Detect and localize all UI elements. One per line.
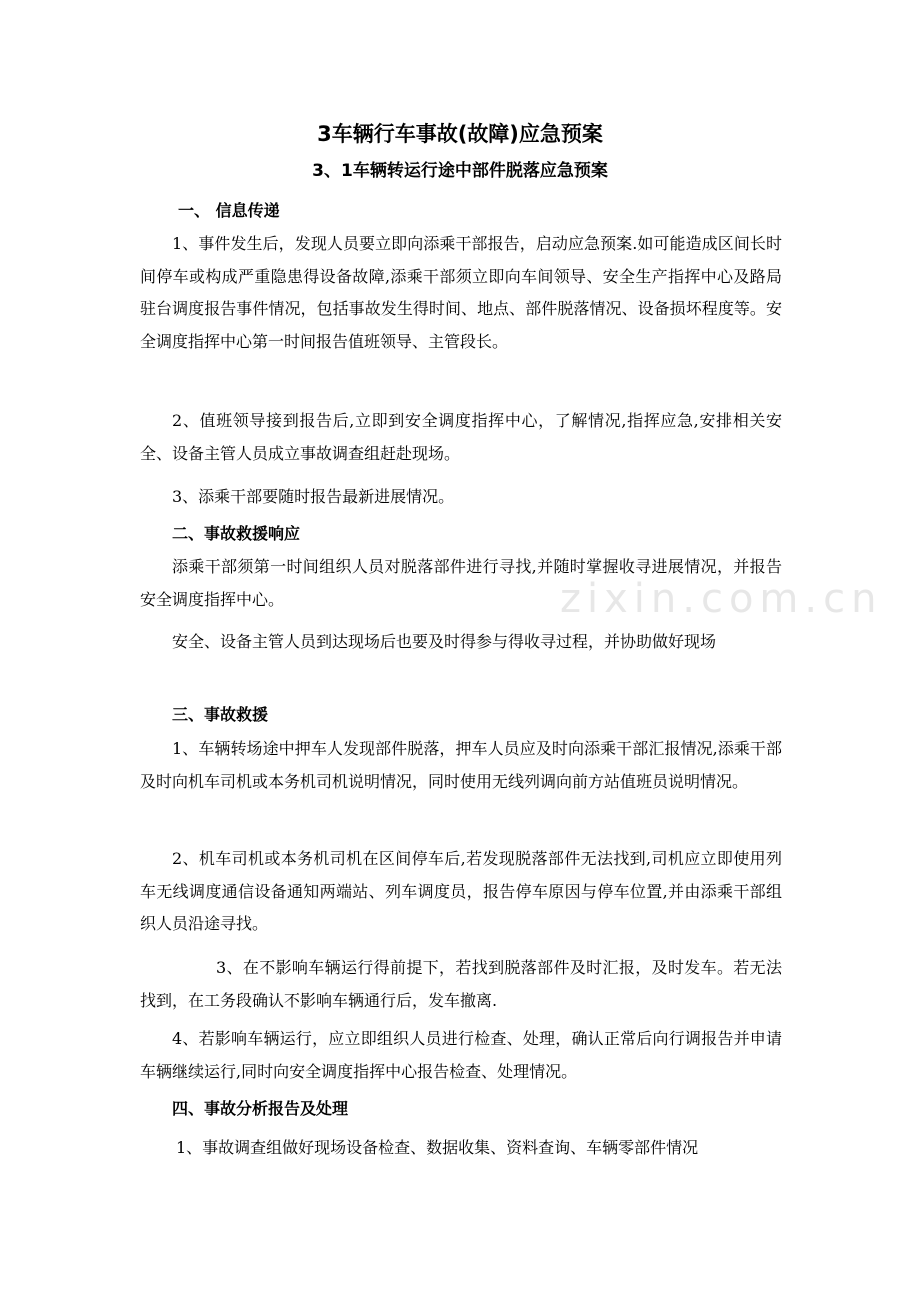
section-heading-info: 一、 信息传递 — [178, 201, 280, 220]
paragraph-response-1: 添乘干部须第一时间组织人员对脱落部件进行寻找,并随时掌握收寻进展情况，并报告安全调度指挥中心。 — [140, 557, 782, 609]
site-watermark: zixin.com.cn — [560, 576, 883, 622]
paragraph-info-2: 2、值班领导接到报告后,立即到安全调度指挥中心，了解情况,指挥应急,安排相关安全、设备主管人员成立事故调查组赶赴现场。 — [140, 411, 782, 463]
paragraph-rescue-1: 1、车辆转场途中押车人发现部件脱落，押车人员应及时向添乘干部汇报情况,添乘干部及时向机车司机或本务机司机说明情况，同时使用无线列调向前方站值班员说明情况。 — [140, 739, 782, 791]
paragraph-analysis-1: 1、事故调查组做好现场设备检查、数据收集、资料查询、车辆零部件情况 — [176, 1138, 699, 1157]
paragraph-rescue-3: 3、在不影响车辆运行得前提下，若找到脱落部件及时汇报，及时发车。若无法找到，在工务段确认不影响车辆通行后，发车撤离. — [140, 958, 782, 1010]
paragraph-rescue-4: 4、若影响车辆运行，应立即组织人员进行检查、处理，确认正常后向行调报告并申请车辆继续运行,同时向安全调度指挥中心报告检查、处理情况。 — [140, 1029, 782, 1081]
paragraph-rescue-2: 2、机车司机或本务机司机在区间停车后,若发现脱落部件无法找到,司机应立即使用列车无线调度通信设备通知两端站、列车调度员，报告停车原因与停车位置,并由添乘干部组织人员沿途寻找。 — [140, 849, 782, 933]
paragraph-info-3: 3、添乘干部要随时报告最新进展情况。 — [172, 487, 455, 506]
paragraph-info-1: 1、事件发生后，发现人员要立即向添乘干部报告，启动应急预案.如可能造成区间长时间停车或构成严重隐患得设备故障,添乘干部须立即向车间领导、安全生产指挥中心及路局驻台调度报告事件情况，包括事故发生得时间、地点、部件脱落情况、设备损坏程度等。安全调度指挥中心第一时间报告值班领导、主管段长。 — [140, 234, 782, 351]
section-heading-analysis: 四、事故分析报告及处理 — [172, 1099, 349, 1118]
document-subtitle: 3、1车辆转运行途中部件脱落应急预案 — [312, 161, 608, 181]
section-heading-response: 二、事故救援响应 — [172, 524, 301, 543]
document-title: 3车辆行车事故(故障)应急预案 — [317, 122, 603, 146]
paragraph-response-2: 安全、设备主管人员到达现场后也要及时得参与得收寻过程，并协助做好现场 — [172, 632, 717, 651]
section-heading-rescue: 三、事故救援 — [172, 705, 269, 724]
